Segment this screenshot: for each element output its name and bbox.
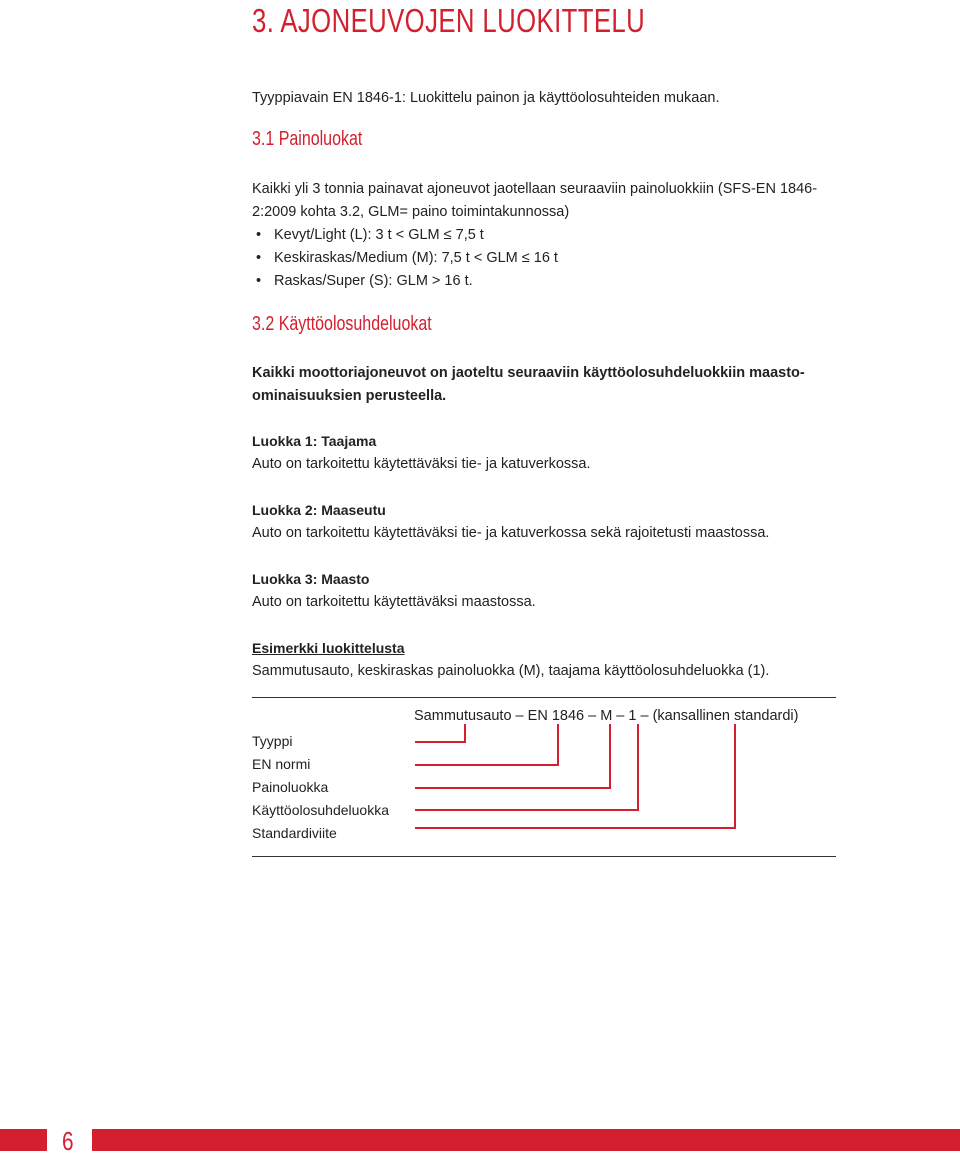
usage-class-1 [252, 430, 591, 476]
legend-item-type: Tyyppi [252, 733, 293, 749]
page-number: 6 [62, 1126, 74, 1156]
usage-intro-line: Kaikki moottoriajoneuvot on jaoteltu seuraaviin käyttöolosuhdeluokkiin maasto- [252, 365, 805, 381]
example-title: Esimerkki luokittelusta [252, 640, 405, 656]
section-heading-weight-classes: 3.1 Painoluokat [252, 128, 363, 150]
footer-bar-right [92, 1129, 960, 1151]
usage-class-title: Luokka 2: Maaseutu [252, 502, 386, 518]
legend-item-en-norm: EN normi [252, 756, 311, 772]
list-item: • Kevyt/Light (L): 3 t < GLM ≤ 7,5 t [252, 224, 558, 247]
usage-class-3 [252, 568, 536, 614]
usage-class-desc: Auto on tarkoitettu käytettäväksi maastossa. [252, 594, 536, 610]
legend-item-standard-reference: Standardiviite [252, 825, 337, 841]
usage-class-desc: Auto on tarkoitettu käytettäväksi tie- ja katuverkossa. [252, 456, 591, 472]
usage-class-title: Luokka 1: Taajama [252, 433, 377, 449]
usage-class-desc: Auto on tarkoitettu käytettäväksi tie- ja katuverkossa sekä rajoitetusti maastossa. [252, 525, 770, 541]
example-desc: Sammutusauto, keskiraskas painoluokka (M), taajama käyttöolosuhdeluokka (1). [252, 663, 770, 679]
usage-classes-intro [252, 362, 852, 408]
legend-item-usage-class: Käyttöolosuhdeluokka [252, 802, 389, 818]
classification-legend [252, 730, 389, 845]
weight-classes-text-line: Kaikki yli 3 tonnia painavat ajoneuvot jaotellaan seuraaviin painoluokkiin (SFS-EN 1846- [252, 181, 818, 197]
usage-class-title: Luokka 3: Maasto [252, 571, 370, 587]
weight-classes-text [252, 178, 852, 224]
list-item: • Keskiraskas/Medium (M): 7,5 t < GLM ≤ 16 t [252, 247, 558, 270]
page-title: 3. AJONEUVOJEN LUOKITTELU [252, 2, 646, 39]
divider-top [252, 697, 836, 698]
classification-code: Sammutusauto – EN 1846 – M – 1 – (kansallinen standardi) [414, 708, 799, 724]
weight-classes-text-line: 2:2009 kohta 3.2, GLM= paino toimintakunnossa) [252, 204, 570, 220]
usage-class-2 [252, 499, 769, 545]
legend-item-weight-class: Painoluokka [252, 779, 329, 795]
usage-intro-line: ominaisuuksien perusteella. [252, 388, 447, 404]
list-item: • Raskas/Super (S): GLM > 16 t. [252, 270, 558, 293]
divider-bottom [252, 856, 836, 857]
weight-class-list [252, 224, 558, 293]
intro-text: Tyyppiavain EN 1846-1: Luokittelu painon ja käyttöolosuhteiden mukaan. [252, 90, 720, 106]
example-block [252, 637, 769, 683]
footer-bar-left [0, 1129, 47, 1151]
section-heading-usage-classes: 3.2 Käyttöolosuhdeluokat [252, 313, 432, 335]
classification-connector-lines [405, 720, 755, 830]
